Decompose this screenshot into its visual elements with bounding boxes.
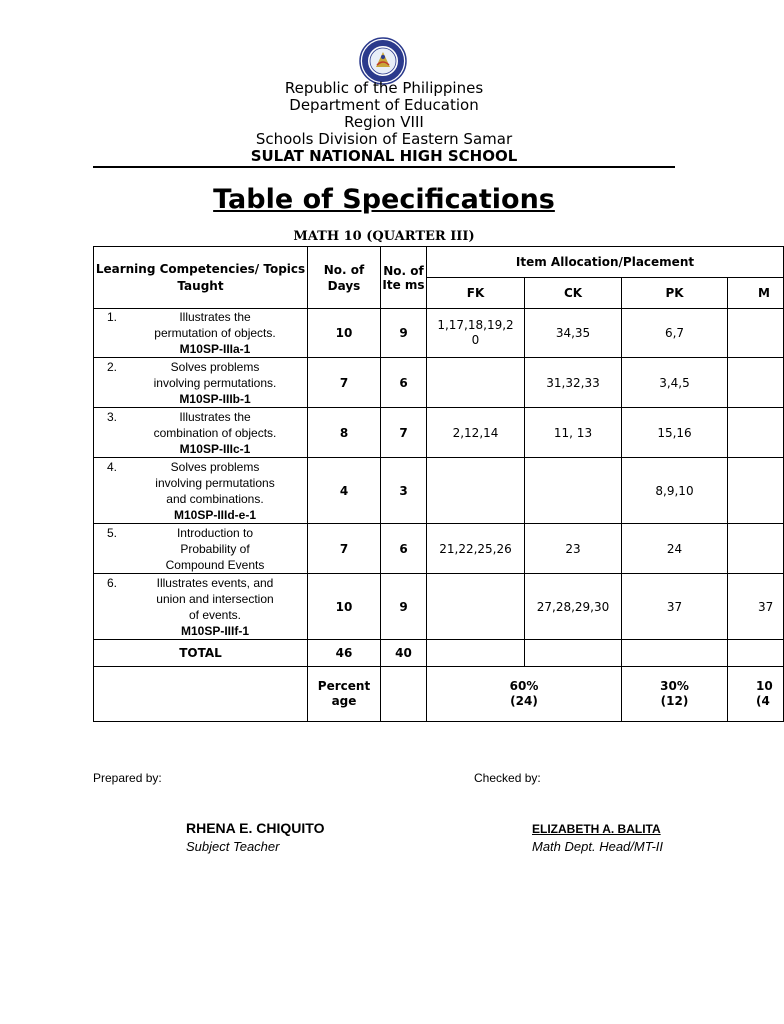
specifications-table: [93, 246, 784, 722]
items-cell: 6: [381, 524, 427, 574]
mk-cell: [728, 458, 784, 524]
table-row: [94, 358, 784, 408]
competency-cell: 3. Illustrates the combination of objects. M10SP-IIIc-1: [94, 408, 308, 458]
header-competencies: Learning Competencies/ Topics Taught: [94, 247, 308, 309]
percentage-row: [94, 667, 784, 722]
table-row: [94, 524, 784, 574]
header-mk: M: [728, 278, 784, 309]
mk-cell: [728, 358, 784, 408]
mk-cell: [728, 524, 784, 574]
total-fk: [427, 640, 525, 667]
preparer-role: Subject Teacher: [186, 839, 280, 854]
fk-cell: [427, 458, 525, 524]
header-items: No. of Ite ms: [381, 247, 427, 309]
header-line-3: Region VIII: [344, 113, 424, 131]
mk-cell: [728, 408, 784, 458]
competency-cell: 4. Solves problems involving permutations and combinations. M10SP-IIId-e-1: [94, 458, 308, 524]
header-days: No. of Days: [308, 247, 381, 309]
header-divider: [93, 166, 675, 168]
mk-cell: 37: [728, 574, 784, 640]
mk-cell: [728, 309, 784, 358]
percent-items-cell: [381, 667, 427, 722]
pk-cell: 24: [622, 524, 728, 574]
fk-cell: [427, 574, 525, 640]
pk-cell: 15,16: [622, 408, 728, 458]
ck-cell: [525, 458, 622, 524]
fk-cell: 21,22,25,26: [427, 524, 525, 574]
items-cell: 9: [381, 574, 427, 640]
pk-cell: 8,9,10: [622, 458, 728, 524]
fk-cell: [427, 358, 525, 408]
competency-cell: 6. Illustrates events, and union and intersection of events. M10SP-IIIf-1: [94, 574, 308, 640]
competency-cell: 2. Solves problems involving permutations. M10SP-IIIb-1: [94, 358, 308, 408]
percent-pk: 30% (12): [622, 667, 728, 722]
days-cell: 7: [308, 358, 381, 408]
days-cell: 4: [308, 458, 381, 524]
page-title: Table of Specifications: [213, 184, 555, 215]
header-ck: CK: [525, 278, 622, 309]
header-line-2: Department of Education: [289, 96, 479, 114]
total-items: 40: [381, 640, 427, 667]
competency-cell: 5. Introduction to Probability of Compound Events: [94, 524, 308, 574]
total-pk: [622, 640, 728, 667]
table-row: [94, 458, 784, 524]
checker-name: ELIZABETH A. BALITA: [532, 822, 661, 836]
preparer-name: RHENA E. CHIQUITO: [186, 820, 325, 836]
competency-cell: 1. Illustrates the permutation of objects. M10SP-IIIa-1: [94, 309, 308, 358]
items-cell: 9: [381, 309, 427, 358]
ck-cell: 11, 13: [525, 408, 622, 458]
header-pk: PK: [622, 278, 728, 309]
items-cell: 3: [381, 458, 427, 524]
percent-mk: 10 (4: [728, 667, 784, 722]
pk-cell: 6,7: [622, 309, 728, 358]
header-line-4: Schools Division of Eastern Samar: [255, 130, 513, 148]
total-label: TOTAL: [94, 640, 308, 667]
total-row: [94, 640, 784, 667]
table-row: [94, 309, 784, 358]
total-mk: [728, 640, 784, 667]
page-subtitle: MATH 10 (QUARTER III): [293, 229, 475, 244]
ck-cell: 27,28,29,30: [525, 574, 622, 640]
days-cell: 10: [308, 309, 381, 358]
percent-fk-ck: 60% (24): [427, 667, 622, 722]
total-ck: [525, 640, 622, 667]
ck-cell: 23: [525, 524, 622, 574]
ck-cell: 34,35: [525, 309, 622, 358]
days-cell: 7: [308, 524, 381, 574]
days-cell: 10: [308, 574, 381, 640]
school-name: SULAT NATIONAL HIGH SCHOOL: [250, 147, 518, 165]
pk-cell: 37: [622, 574, 728, 640]
total-days: 46: [308, 640, 381, 667]
fk-cell: 2,12,14: [427, 408, 525, 458]
days-cell: 8: [308, 408, 381, 458]
deped-seal-logo: [359, 37, 407, 85]
items-cell: 7: [381, 408, 427, 458]
items-cell: 6: [381, 358, 427, 408]
prepared-by-label: Prepared by:: [93, 771, 162, 785]
ck-cell: 31,32,33: [525, 358, 622, 408]
header-line-1: Republic of the Philippines: [284, 79, 484, 97]
table-row: [94, 408, 784, 458]
pk-cell: 3,4,5: [622, 358, 728, 408]
checker-role: Math Dept. Head/MT-II: [532, 839, 664, 854]
fk-cell: 1,17,18,19,2 0: [427, 309, 525, 358]
header-fk: FK: [427, 278, 525, 309]
table-row: [94, 574, 784, 640]
percent-empty-cell: [94, 667, 308, 722]
checked-by-label: Checked by:: [474, 771, 541, 785]
header-allocation: Item Allocation/Placement: [427, 247, 784, 278]
percent-label: Percent age: [308, 667, 381, 722]
